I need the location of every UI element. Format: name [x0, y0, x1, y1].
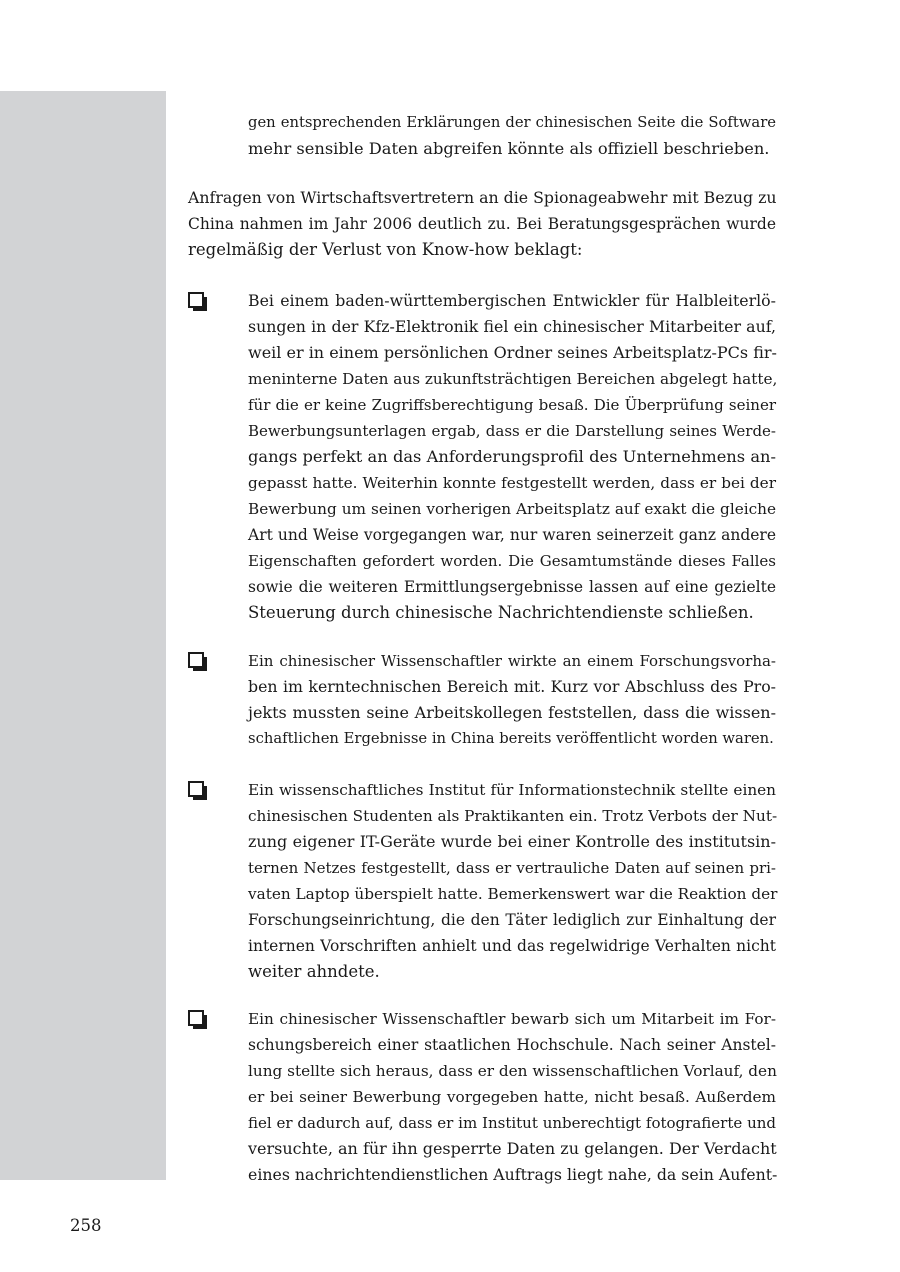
checkbox-bullet-icon: [188, 652, 204, 668]
case-line: weiter ahndete.: [248, 962, 380, 981]
intro-line: gen entsprechenden Erklärungen der chinesischen Seite die Software: [248, 114, 776, 131]
case-line: meninterne Daten aus zukunftsträchtigen Bereichen abgelegt hatte,: [248, 370, 778, 388]
case-line: jekts mussten seine Arbeitskollegen feststellen, dass die wissen-: [248, 703, 776, 722]
case-line: Bei einem baden-württembergischen Entwickler für Halbleiterlö-: [248, 291, 776, 310]
case-line: Eigenschaften gefordert worden. Die Gesamtumstände dieses Falles: [248, 552, 776, 570]
case-line: vaten Laptop überspielt hatte. Bemerkenswert war die Reaktion der: [248, 885, 778, 903]
case-line: fiel er dadurch auf, dass er im Institut unberechtigt fotografierte und: [248, 1114, 776, 1132]
case-line: für die er keine Zugriffsberechtigung besaß. Die Überprüfung seiner: [248, 396, 776, 414]
case-line: Art und Weise vorgegangen war, nur waren seinerzeit ganz andere: [248, 526, 776, 544]
paragraph-line: China nahmen im Jahr 2006 deutlich zu. Bei Beratungsgesprächen wurde: [188, 215, 776, 233]
case-line: er bei seiner Bewerbung vorgegeben hatte, nicht besaß. Außerdem: [248, 1088, 776, 1106]
checkbox-bullet-icon: [188, 292, 204, 308]
case-line: versuchte, an für ihn gesperrte Daten zu gelangen. Der Verdacht: [248, 1139, 777, 1158]
case-line: chinesischen Studenten als Praktikanten ein. Trotz Verbots der Nut-: [248, 807, 778, 825]
case-line: sungen in der Kfz-Elektronik fiel ein chinesischer Mitarbeiter auf,: [248, 317, 776, 336]
case-line: Bewerbung um seinen vorherigen Arbeitsplatz auf exakt die gleiche: [248, 500, 776, 518]
case-line: lung stellte sich heraus, dass er den wissenschaftlichen Vorlauf, den: [248, 1062, 777, 1080]
page-number: 258: [70, 1216, 102, 1235]
case-line: eines nachrichtendienstlichen Auftrags liegt nahe, da sein Aufent-: [248, 1165, 778, 1184]
checkbox-bullet-icon: [188, 1010, 204, 1026]
case-line: schungsbereich einer staatlichen Hochschule. Nach seiner Anstel-: [248, 1036, 776, 1054]
case-line: ben im kerntechnischen Bereich mit. Kurz vor Abschluss des Pro-: [248, 677, 776, 696]
case-line: zung eigener IT-Geräte wurde bei einer Kontrolle des institutsin-: [248, 832, 776, 851]
case-line: internen Vorschriften anhielt und das regelwidrige Verhalten nicht: [248, 937, 776, 955]
case-line: Ein wissenschaftliches Institut für Informationstechnik stellte einen: [248, 781, 776, 799]
case-line: gepasst hatte. Weiterhin konnte festgestellt werden, dass er bei der: [248, 474, 776, 492]
case-line: Bewerbungsunterlagen ergab, dass er die Darstellung seines Werde-: [248, 422, 776, 440]
case-line: Ein chinesischer Wissenschaftler wirkte an einem Forschungsvorha-: [248, 652, 776, 670]
case-line: weil er in einem persönlichen Ordner seines Arbeitsplatz-PCs fir-: [248, 343, 777, 362]
case-line: Ein chinesischer Wissenschaftler bewarb sich um Mitarbeit im For-: [248, 1010, 776, 1028]
case-line: gangs perfekt an das Anforderungsprofil des Unternehmens an-: [248, 447, 776, 466]
case-line: schaftlichen Ergebnisse in China bereits veröffentlicht worden waren.: [248, 730, 774, 747]
case-line: sowie die weiteren Ermittlungsergebnisse lassen auf eine gezielte: [248, 578, 776, 596]
case-line: Forschungseinrichtung, die den Täter lediglich zur Einhaltung der: [248, 911, 776, 929]
paragraph-line: Anfragen von Wirtschaftsvertretern an die Spionageabwehr mit Bezug zu: [188, 188, 777, 207]
paragraph-line: regelmäßig der Verlust von Know-how beklagt:: [188, 240, 583, 259]
checkbox-bullet-icon: [188, 781, 204, 797]
intro-line: mehr sensible Daten abgreifen könnte als offiziell beschrieben.: [248, 139, 770, 158]
margin-sidebar: [0, 91, 166, 1180]
case-line: ternen Netzes festgestellt, dass er vertrauliche Daten auf seinen pri-: [248, 859, 776, 877]
case-line: Steuerung durch chinesische Nachrichtendienste schließen.: [248, 603, 754, 622]
